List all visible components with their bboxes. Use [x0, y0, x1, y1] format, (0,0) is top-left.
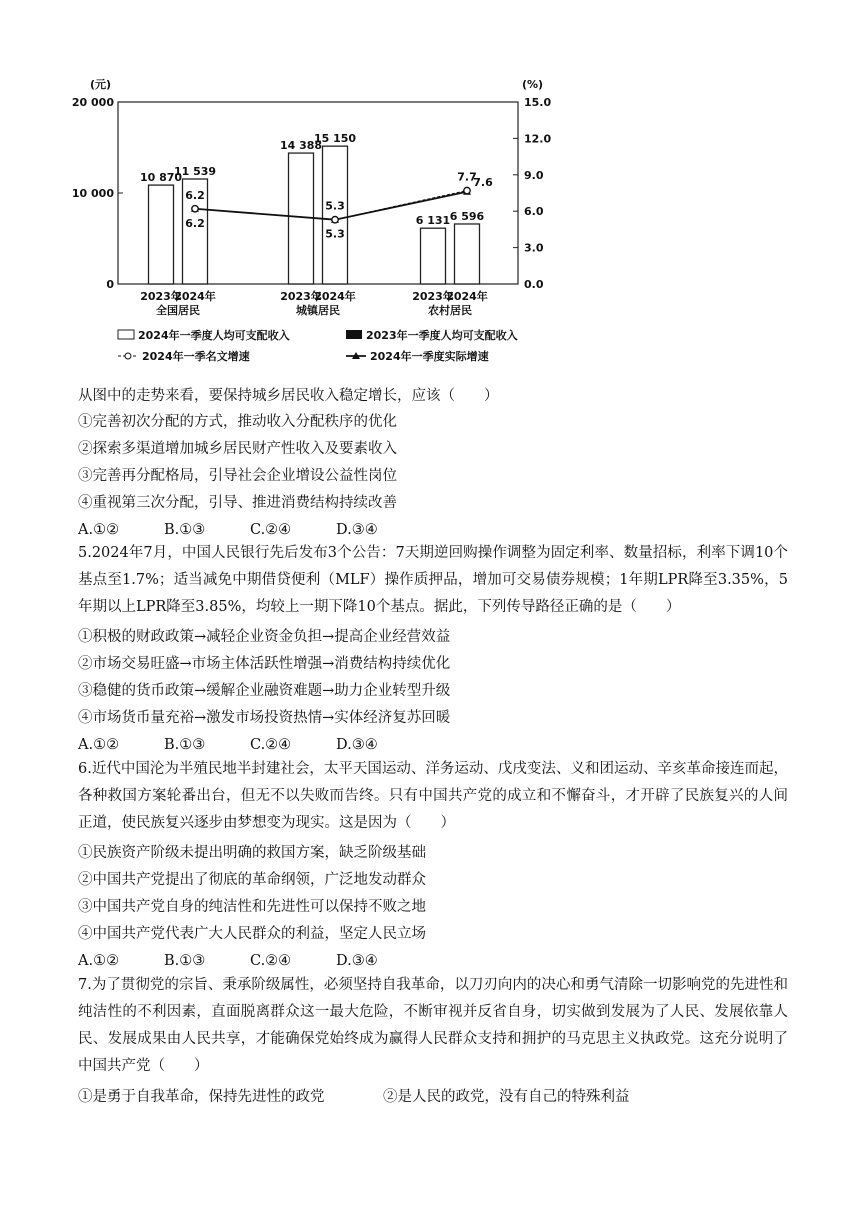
left-axis-unit: (元): [90, 78, 112, 91]
group-label: 农村居民: [428, 304, 472, 317]
right-tick-label: 3.0: [524, 241, 544, 255]
bar-value-label: 6 131: [415, 214, 451, 228]
q4-item-3: ③完善再分配格局，引导社会企业增设公益性岗位: [78, 468, 397, 484]
left-tick-label: 20 000: [71, 96, 114, 109]
right-tick-label: 15.0: [524, 96, 552, 109]
q6-stem: 6.近代中国沦为半殖民地半封建社会，太平天国运动、洋务运动、戊戌变法、义和团运动、辛亥革命接连而起，各种救国方案轮番出台，但无不以失败而告终。只有中国共产党的成立和不懈奋斗，才开辟了民族复兴的人间正道，使民族复兴逐步由梦想变为现实。这是因为（ ）: [78, 761, 788, 831]
nominal-growth-label: 6.2: [185, 188, 205, 202]
year-label: 2024年: [174, 290, 216, 303]
q6-option-c[interactable]: C.②④: [250, 953, 292, 969]
q6-item-4: ④中国共产党代表广大人民群众的利益，坚定人民立场: [78, 926, 426, 942]
q5-item-4: ④市场货币量充裕→激发市场投资热情→实体经济复苏回暖: [78, 710, 451, 726]
q7-item-2: ②是人民的政党，没有自己的特殊利益: [383, 1089, 630, 1105]
income-chart: [71, 72, 583, 372]
q4-option-d[interactable]: D.③④: [336, 522, 378, 538]
real-growth-label: 7.6: [473, 175, 493, 189]
q4-item-4: ④重视第三次分配，引导、推进消费结构持续改善: [78, 495, 397, 511]
q5-item-3: ③稳健的货币政策→缓解企业融资难题→助力企业转型升级: [78, 683, 451, 699]
q5-stem: 5.2024年7月，中国人民银行先后发布3个公告：7天期逆回购操作调整为固定利率、数量招标，利率下调10个基点至1.7%；适当减免中期借贷便利（MLF）操作质押品，增加可交易债券规模；1年期LPR降至3.35%，5年期以上LPR降至3.85%，均较上一期下降10个基点。据此，下列传导路径正确的是（ ）: [78, 545, 788, 615]
legend-swatch-2024: [118, 330, 134, 339]
bar: [455, 224, 480, 284]
bar: [421, 228, 446, 284]
q6-option-d[interactable]: D.③④: [336, 953, 378, 969]
group-label: 全国居民: [156, 304, 200, 317]
q7-items: [78, 1086, 798, 1108]
q5-item-2: ②市场交易旺盛→市场主体活跃性增强→消费结构持续优化: [78, 656, 451, 672]
nominal-growth-point: [464, 187, 470, 193]
legend-marker-nominal: [125, 353, 131, 359]
q5-item-1: ①积极的财政政策→减轻企业资金负担→提高企业经营效益: [78, 629, 451, 645]
year-label: 2023年: [140, 290, 182, 303]
left-tick-label: 0: [106, 278, 114, 291]
nominal-growth-point: [332, 216, 338, 222]
right-axis-unit: (%): [522, 78, 544, 91]
q6-option-b[interactable]: B.①③: [164, 953, 206, 969]
year-label: 2024年: [314, 290, 356, 303]
group-label: 城镇居民: [296, 304, 340, 317]
q5-option-a[interactable]: A.①②: [78, 737, 120, 753]
legend-label-2024: 2024年一季度人均可支配收入: [138, 329, 290, 342]
q6-item-3: ③中国共产党自身的纯洁性和先进性可以保持不败之地: [78, 899, 426, 915]
year-label: 2024年: [446, 290, 488, 303]
q7-stem: 7.为了贯彻党的宗旨、秉承阶级属性，必须坚持自我革命，以刀刃向内的决心和勇气清除一切影响党的先进性和纯洁性的不利因素，直面脱离群众这一最大危险，不断审视并反省自身，切实做到发展为了人民、发展依靠人民、发展成果由人民共享，才能确保党始终成为赢得人民群众支持和拥护的马克思主义执政党。这充分说明了中国共产党（ ）: [78, 977, 788, 1074]
right-tick-label: 9.0: [524, 168, 544, 182]
q4-option-a[interactable]: A.①②: [78, 522, 120, 538]
bar-value-label: 15 150: [313, 132, 357, 146]
right-tick-label: 12.0: [524, 132, 552, 146]
q5-option-b[interactable]: B.①③: [164, 737, 206, 753]
year-label: 2023年: [412, 290, 454, 303]
nominal-growth-point: [192, 206, 198, 212]
q6-option-a[interactable]: A.①②: [78, 953, 120, 969]
q6-options: [78, 950, 798, 972]
bar: [323, 146, 348, 284]
q4-options: [78, 519, 798, 541]
q4-item-1: ①完善初次分配的方式，推动收入分配秩序的优化: [78, 414, 397, 430]
bar-value-label: 14 388: [279, 139, 323, 153]
q4-item-2: ②探索多渠道增加城乡居民财产性收入及要素收入: [78, 441, 397, 457]
bar-value-label: 6 596: [449, 209, 485, 223]
bar-value-label: 11 539: [173, 164, 217, 178]
legend-label-real: 2024年一季度实际增速: [370, 350, 489, 363]
real-growth-label: 6.2: [185, 216, 205, 230]
q5-option-d[interactable]: D.③④: [336, 737, 378, 753]
legend-swatch-2023: [346, 330, 362, 339]
year-label: 2023年: [280, 290, 322, 303]
real-growth-label: 5.3: [325, 227, 345, 241]
q4-option-b[interactable]: B.①③: [164, 522, 206, 538]
nominal-growth-label: 5.3: [325, 199, 345, 213]
left-tick-label: 10 000: [71, 187, 114, 200]
nominal-growth-label: 7.7: [457, 170, 477, 184]
bar-value-label: 10 870: [139, 171, 183, 185]
legend-label-nominal: 2024年一季名文增速: [142, 350, 250, 363]
q6-item-2: ②中国共产党提出了彻底的革命纲领，广泛地发动群众: [78, 872, 426, 888]
q4-option-c[interactable]: C.②④: [250, 522, 292, 538]
income-chart-svg: [71, 72, 583, 372]
right-tick-label: 0.0: [524, 278, 544, 291]
right-tick-label: 6.0: [524, 205, 544, 219]
q6-item-1: ①民族资产阶级未提出明确的救国方案，缺乏阶级基础: [78, 845, 426, 861]
q5-option-c[interactable]: C.②④: [250, 737, 292, 753]
legend-label-2023: 2023年一季度人均可支配收入: [366, 329, 518, 342]
q7-item-1: ①是勇于自我革命，保持先进性的政党: [78, 1089, 325, 1105]
bar: [149, 185, 174, 284]
q5-options: [78, 734, 798, 756]
q4-stem: 从图中的走势来看，要保持城乡居民收入稳定增长，应该（ ）: [78, 388, 499, 404]
